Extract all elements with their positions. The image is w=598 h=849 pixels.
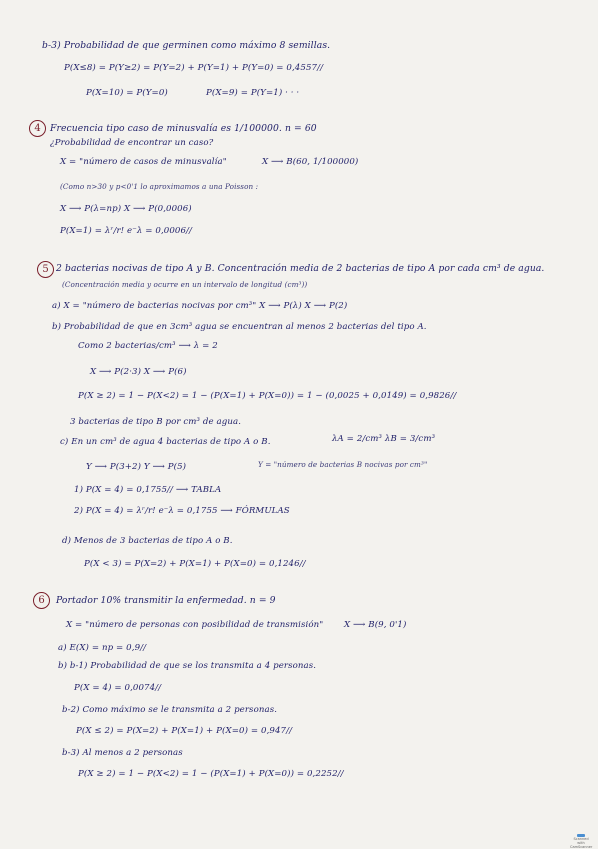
q5-c-distribution: Y ⟶ P(3+2) Y ⟶ P(5)	[86, 462, 187, 472]
q5-c-1: 1) P(X = 4) = 0,1755// ⟶ TABLA	[74, 485, 222, 495]
q5-c-title: c) En un cm³ de agua 4 bacterias de tipo A o B.	[60, 437, 271, 447]
q4-result: P(X=1) = λʳ/r! e⁻λ = 0,0006//	[60, 226, 193, 236]
q5-b-extra: 3 bacterias de tipo B por cm³ de agua.	[70, 417, 242, 427]
q4-approx-note: (Como n>30 y p<0'1 lo aproximamos a una Poisson :	[60, 182, 259, 191]
b3-line2: P(X=10) = P(Y=0)	[86, 88, 168, 98]
b3-title: b-3) Probabilidad de que germinen como máximo 8 semillas.	[42, 40, 331, 51]
question-5-number: 5	[37, 261, 54, 278]
q6-b1-result: P(X = 4) = 0,0074//	[74, 683, 162, 693]
q6-b2-result: P(X ≤ 2) = P(X=2) + P(X=1) + P(X=0) = 0,947//	[76, 726, 293, 736]
q5-note: (Concentración media y ocurre en un intervalo de longitud (cm³))	[62, 280, 308, 289]
q5-b-lambda: Como 2 bacterias/cm³ ⟶ λ = 2	[78, 341, 218, 351]
question-4-number: 4	[29, 120, 46, 137]
q5-title: 2 bacterias nocivas de tipo A y B. Concentración media de 2 bacterias de tipo A por cada cm³ de agua.	[56, 263, 545, 274]
q5-c-lambdas: λA = 2/cm³ λB = 3/cm³	[332, 434, 436, 444]
q6-a-line: a) E(X) = np = 0,9//	[58, 643, 147, 653]
q4-poisson: X ⟶ P(λ=np) X ⟶ P(0,0006)	[60, 204, 192, 214]
question-6-number: 6	[33, 592, 50, 609]
scanner-watermark	[570, 834, 593, 849]
q5-d-title: d) Menos de 3 bacterias de tipo A o B.	[62, 536, 233, 546]
q5-c-definition: Y = "número de bacterias B nocivas por cm³"	[258, 460, 428, 469]
q4-distribution: X ⟶ B(60, 1/100000)	[262, 157, 359, 167]
b3-line1: P(X≤8) = P(Y≥2) = P(Y=2) + P(Y=1) + P(Y=0) = 0,4557//	[64, 63, 324, 73]
q4-definition: X = "número de casos de minusvalía"	[60, 157, 227, 167]
q5-b-result: P(X ≥ 2) = 1 − P(X<2) = 1 − (P(X=1) + P(X=0)) = 1 − (0,0025 + 0,0149) = 0,9826//	[78, 391, 457, 401]
q5-b-distribution: X ⟶ P(2·3) X ⟶ P(6)	[90, 367, 187, 377]
q5-b-title: b) Probabilidad de que en 3cm³ agua se encuentran al menos 2 bacterias del tipo A.	[52, 322, 427, 332]
q5-a-line: a) X = "número de bacterias nocivas por cm³" X ⟶ P(λ) X ⟶ P(2)	[52, 301, 348, 311]
q5-c-2: 2) P(X = 4) = λʳ/r! e⁻λ = 0,1755 ⟶ FÓRMULAS	[74, 506, 290, 516]
q4-title: Frecuencia tipo caso de minusvalía es 1/100000. n = 60	[50, 123, 317, 134]
q4-question: ¿Probabilidad de encontrar un caso?	[50, 138, 214, 148]
q6-b3-result: P(X ≥ 2) = 1 − P(X<2) = 1 − (P(X=1) + P(X=0)) = 0,2252//	[78, 769, 344, 779]
q6-definition: X = "número de personas con posibilidad de transmisión"	[66, 620, 324, 630]
q5-d-result: P(X < 3) = P(X=2) + P(X=1) + P(X=0) = 0,1246//	[84, 559, 306, 569]
b3-line3: P(X=9) = P(Y=1) · · ·	[206, 88, 300, 98]
scanner-label: Scanned with CamScanner	[570, 837, 593, 849]
q6-b1-title: b) b-1) Probabilidad de que se los transmita a 4 personas.	[58, 661, 317, 671]
q6-title: Portador 10% transmitir la enfermedad. n = 9	[56, 595, 276, 606]
q6-b3-title: b-3) Al menos a 2 personas	[62, 748, 183, 758]
q6-b2-title: b-2) Como máximo se le transmita a 2 personas.	[62, 705, 278, 715]
q6-distribution: X ⟶ B(9, 0'1)	[344, 620, 407, 630]
